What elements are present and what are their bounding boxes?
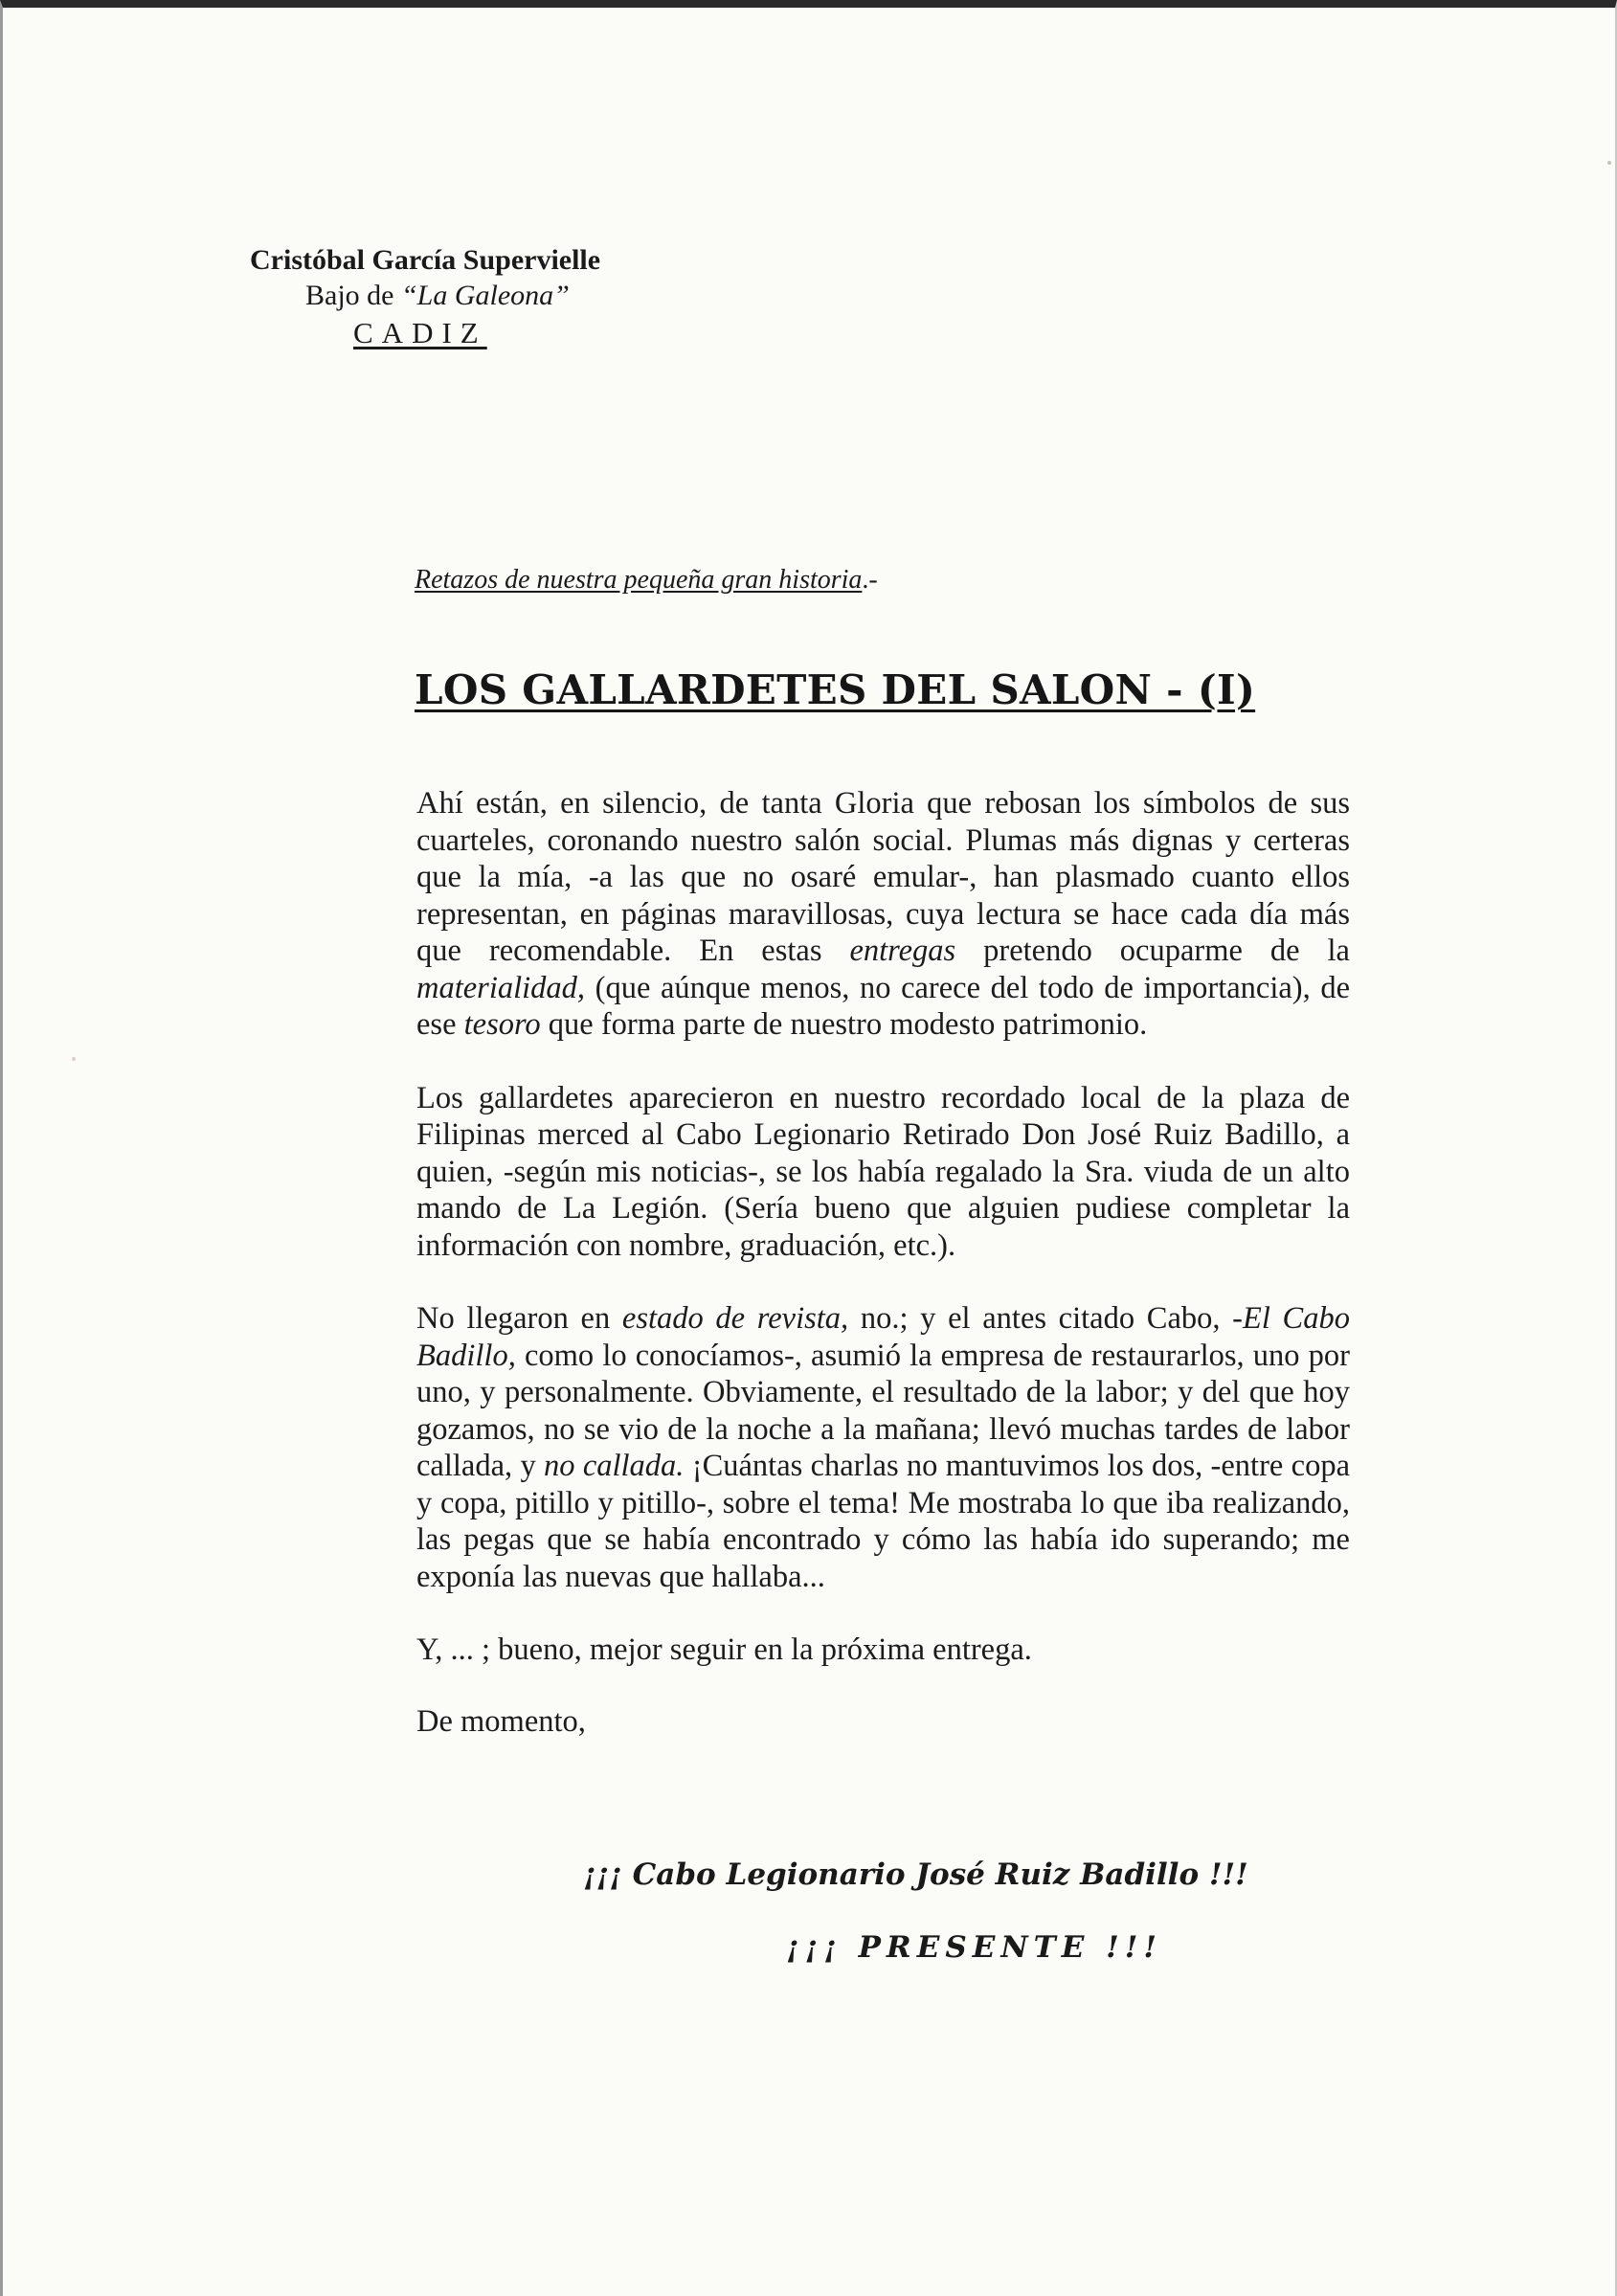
p3-text-e: como lo conocíamos-, asumió la empresa de restaurarlos, uno por uno, y personalmente. Obviamente, el resultado de la labor; y del que hoy gozamos, no se vio de la noche a la mañana; llevó muchas tardes de labor callada, y <box>416 1338 1350 1483</box>
author-name: Cristóbal García Supervielle <box>250 244 601 276</box>
affiliation-prefix: Bajo de <box>305 280 401 311</box>
p3-italic-cabo: El Cabo Badillo, <box>416 1301 1350 1373</box>
series-suffix: .- <box>862 565 878 595</box>
p1-italic-entregas: entregas <box>849 934 956 968</box>
city-name: CADIZ <box>353 316 487 349</box>
document-title: LOS GALLARDETES DEL SALON - (I) <box>415 666 1256 713</box>
paragraph-4: Y, ... ; bueno, mejor seguir en la próxima entrega. <box>416 1632 1032 1667</box>
p1-italic-tesoro: tesoro <box>463 1007 541 1042</box>
author-affiliation <box>305 278 600 314</box>
p3-text-c: no.; y el antes citado Cabo, - <box>848 1301 1243 1336</box>
paragraph-2: Los gallardetes aparecieron en nuestro recordado local de la plaza de Filipinas merced al Cabo Legionario Retirado Don José Ruiz Badillo, a quien, -según mis noticias-, se los había regalado la Sra. viuda de un alto mando de La Legión. (Sería bueno que alguien pudiese completar la información con nombre, graduación, etc.). <box>416 1080 1350 1263</box>
p3-text-a: No llegaron en <box>416 1301 622 1336</box>
series-heading <box>415 565 878 596</box>
closing-presente: ¡¡¡ PRESENTE !!! <box>786 1930 1162 1965</box>
p1-text-e: (que aúnque menos, no carece del todo de importancia), de ese <box>416 970 1350 1042</box>
p3-italic-estado: estado de revista, <box>621 1301 849 1336</box>
p3-text-g: ¡Cuántas charlas no mantuvimos los dos, -entre copa y copa, pitillo y pitillo-, sobre el tema! Me mostraba lo que iba realizando, las pegas que se había encontrado y cómo las había ido superando; me exponía las nuevas que hallaba... <box>416 1449 1350 1594</box>
p3-italic-no-callada: no callada. <box>544 1449 685 1483</box>
p1-text-g: que forma parte de nuestro modesto patrimonio. <box>540 1007 1148 1042</box>
p1-text-c: pretendo ocuparme de la <box>955 934 1350 968</box>
p1-italic-materialidad: materialidad, <box>416 970 586 1005</box>
paragraph-5: De momento, <box>416 1703 586 1739</box>
affiliation-name: “La Galeona” <box>400 280 570 311</box>
paragraph-3 <box>416 1300 1350 1595</box>
series-title: Retazos de nuestra pequeña gran historia <box>415 565 863 595</box>
paragraph-1 <box>416 785 1350 1044</box>
paper-speck <box>1607 161 1611 165</box>
letterhead <box>250 243 600 352</box>
document-body <box>416 785 1350 1774</box>
closing-tribute: ¡¡¡ Cabo Legionario José Ruiz Badillo !!! <box>583 1857 1248 1892</box>
paper-speck <box>72 1057 76 1061</box>
p1-text-a: Ahí están, en silencio, de tanta Gloria que rebosan los símbolos de sus cuarteles, coronando nuestro salón social. Plumas más dignas y certeras que la mía, -a las que no osaré emular-, han plasmado cuanto ellos representan, en páginas maravillosas, cuya lectura se hace cada día más que recomendable. En estas <box>416 786 1350 968</box>
